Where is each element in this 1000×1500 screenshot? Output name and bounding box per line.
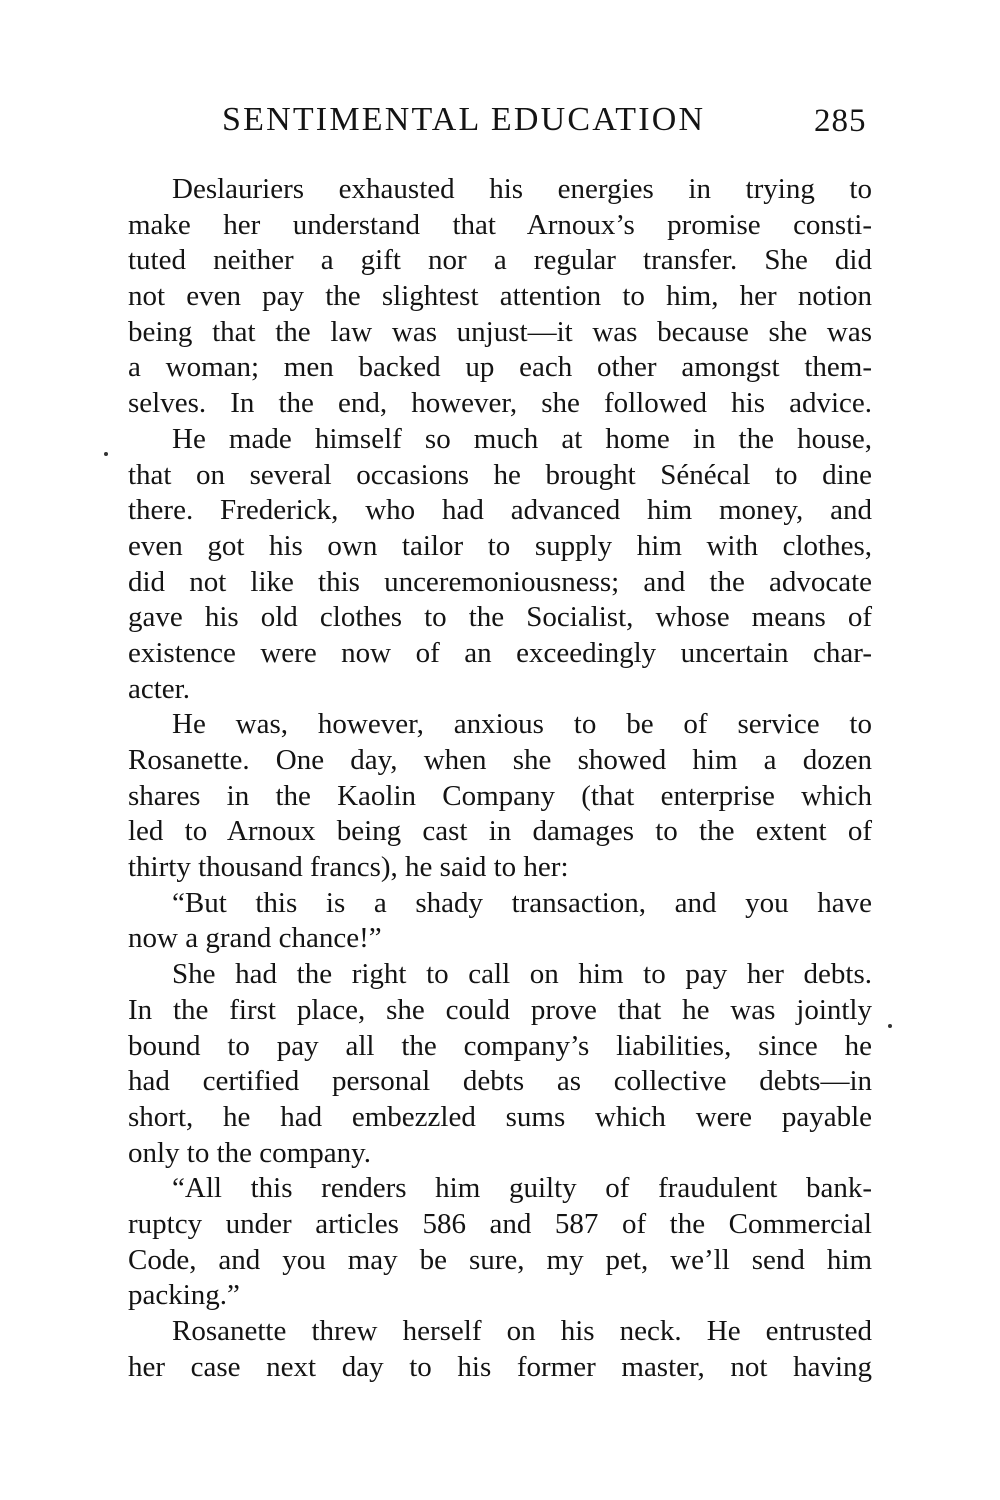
paragraph-4 xyxy=(128,886,872,957)
text-line: had certified personal debts as collective debts—in xyxy=(128,1065,872,1098)
text-line: Rosanette threw herself on his neck. He entrusted xyxy=(172,1315,872,1347)
text-line: gave his old clothes to the Socialist, whose means of xyxy=(128,601,872,634)
text-line: bound to pay all the company’s liabilities, since he xyxy=(128,1029,872,1062)
page-body xyxy=(128,172,872,1385)
text-line: Deslauriers exhausted his energies in trying to xyxy=(172,173,872,205)
page-number: 285 xyxy=(814,103,867,139)
text-line: Code, and you may be sure, my pet, we’ll send him xyxy=(128,1243,872,1276)
running-head xyxy=(0,98,1000,142)
text-line: thirty thousand francs), he said to her: xyxy=(128,851,569,884)
paragraph-7 xyxy=(128,1314,872,1385)
text-line: Rosanette. One day, when she showed him a dozen xyxy=(128,744,872,776)
text-line: existence were now of an exceedingly uncertain char- xyxy=(128,636,872,669)
text-line: her case next day to his former master, not having xyxy=(128,1350,872,1383)
text-line: there. Frederick, who had advanced him money, and xyxy=(128,494,872,527)
scan-speck xyxy=(104,452,108,456)
text-line: not even pay the slightest attention to him, her notion xyxy=(128,280,872,313)
text-line: In the first place, she could prove that he was jointly xyxy=(128,993,872,1026)
text-line: He was, however, anxious to be of service to xyxy=(172,708,872,741)
text-line: did not like this unceremoniousness; and the advocate xyxy=(128,565,872,598)
text-line: She had the right to call on him to pay her debts. xyxy=(172,958,872,991)
text-line: ruptcy under articles 586 and 587 of the Commercial xyxy=(128,1207,872,1240)
text-line: only to the company. xyxy=(128,1136,371,1169)
text-line: even got his own tailor to supply him with clothes, xyxy=(128,529,872,562)
scan-speck xyxy=(888,1024,892,1028)
text-line: now a grand chance!” xyxy=(128,922,382,955)
running-title: SENTIMENTAL EDUCATION xyxy=(222,101,706,138)
text-line: short, he had embezzled sums which were payable xyxy=(128,1100,872,1133)
paragraph-3 xyxy=(128,707,872,885)
text-line: selves. In the end, however, she followed his advice. xyxy=(128,387,872,420)
text-line: led to Arnoux being cast in damages to the extent of xyxy=(128,815,872,848)
text-line: packing.” xyxy=(128,1279,240,1312)
text-line: tuted neither a gift nor a regular transfer. She did xyxy=(128,244,872,277)
text-line: being that the law was unjust—it was because she was xyxy=(128,315,872,348)
text-line: He made himself so much at home in the house, xyxy=(172,422,872,455)
paragraph-2 xyxy=(128,422,872,708)
text-line: make her understand that Arnoux’s promise consti- xyxy=(128,208,872,241)
paragraph-1 xyxy=(128,172,872,422)
text-line: that on several occasions he brought Sénécal to dine xyxy=(128,458,872,491)
text-line: a woman; men backed up each other amongst them- xyxy=(128,351,872,384)
text-line: “But this is a shady transaction, and you have xyxy=(172,886,872,919)
paragraph-6 xyxy=(128,1171,872,1314)
paragraph-5 xyxy=(128,957,872,1171)
text-line: shares in the Kaolin Company (that enterprise which xyxy=(128,779,872,812)
text-line: acter. xyxy=(128,672,190,705)
text-line: “All this renders him guilty of fraudulent bank- xyxy=(172,1172,872,1205)
